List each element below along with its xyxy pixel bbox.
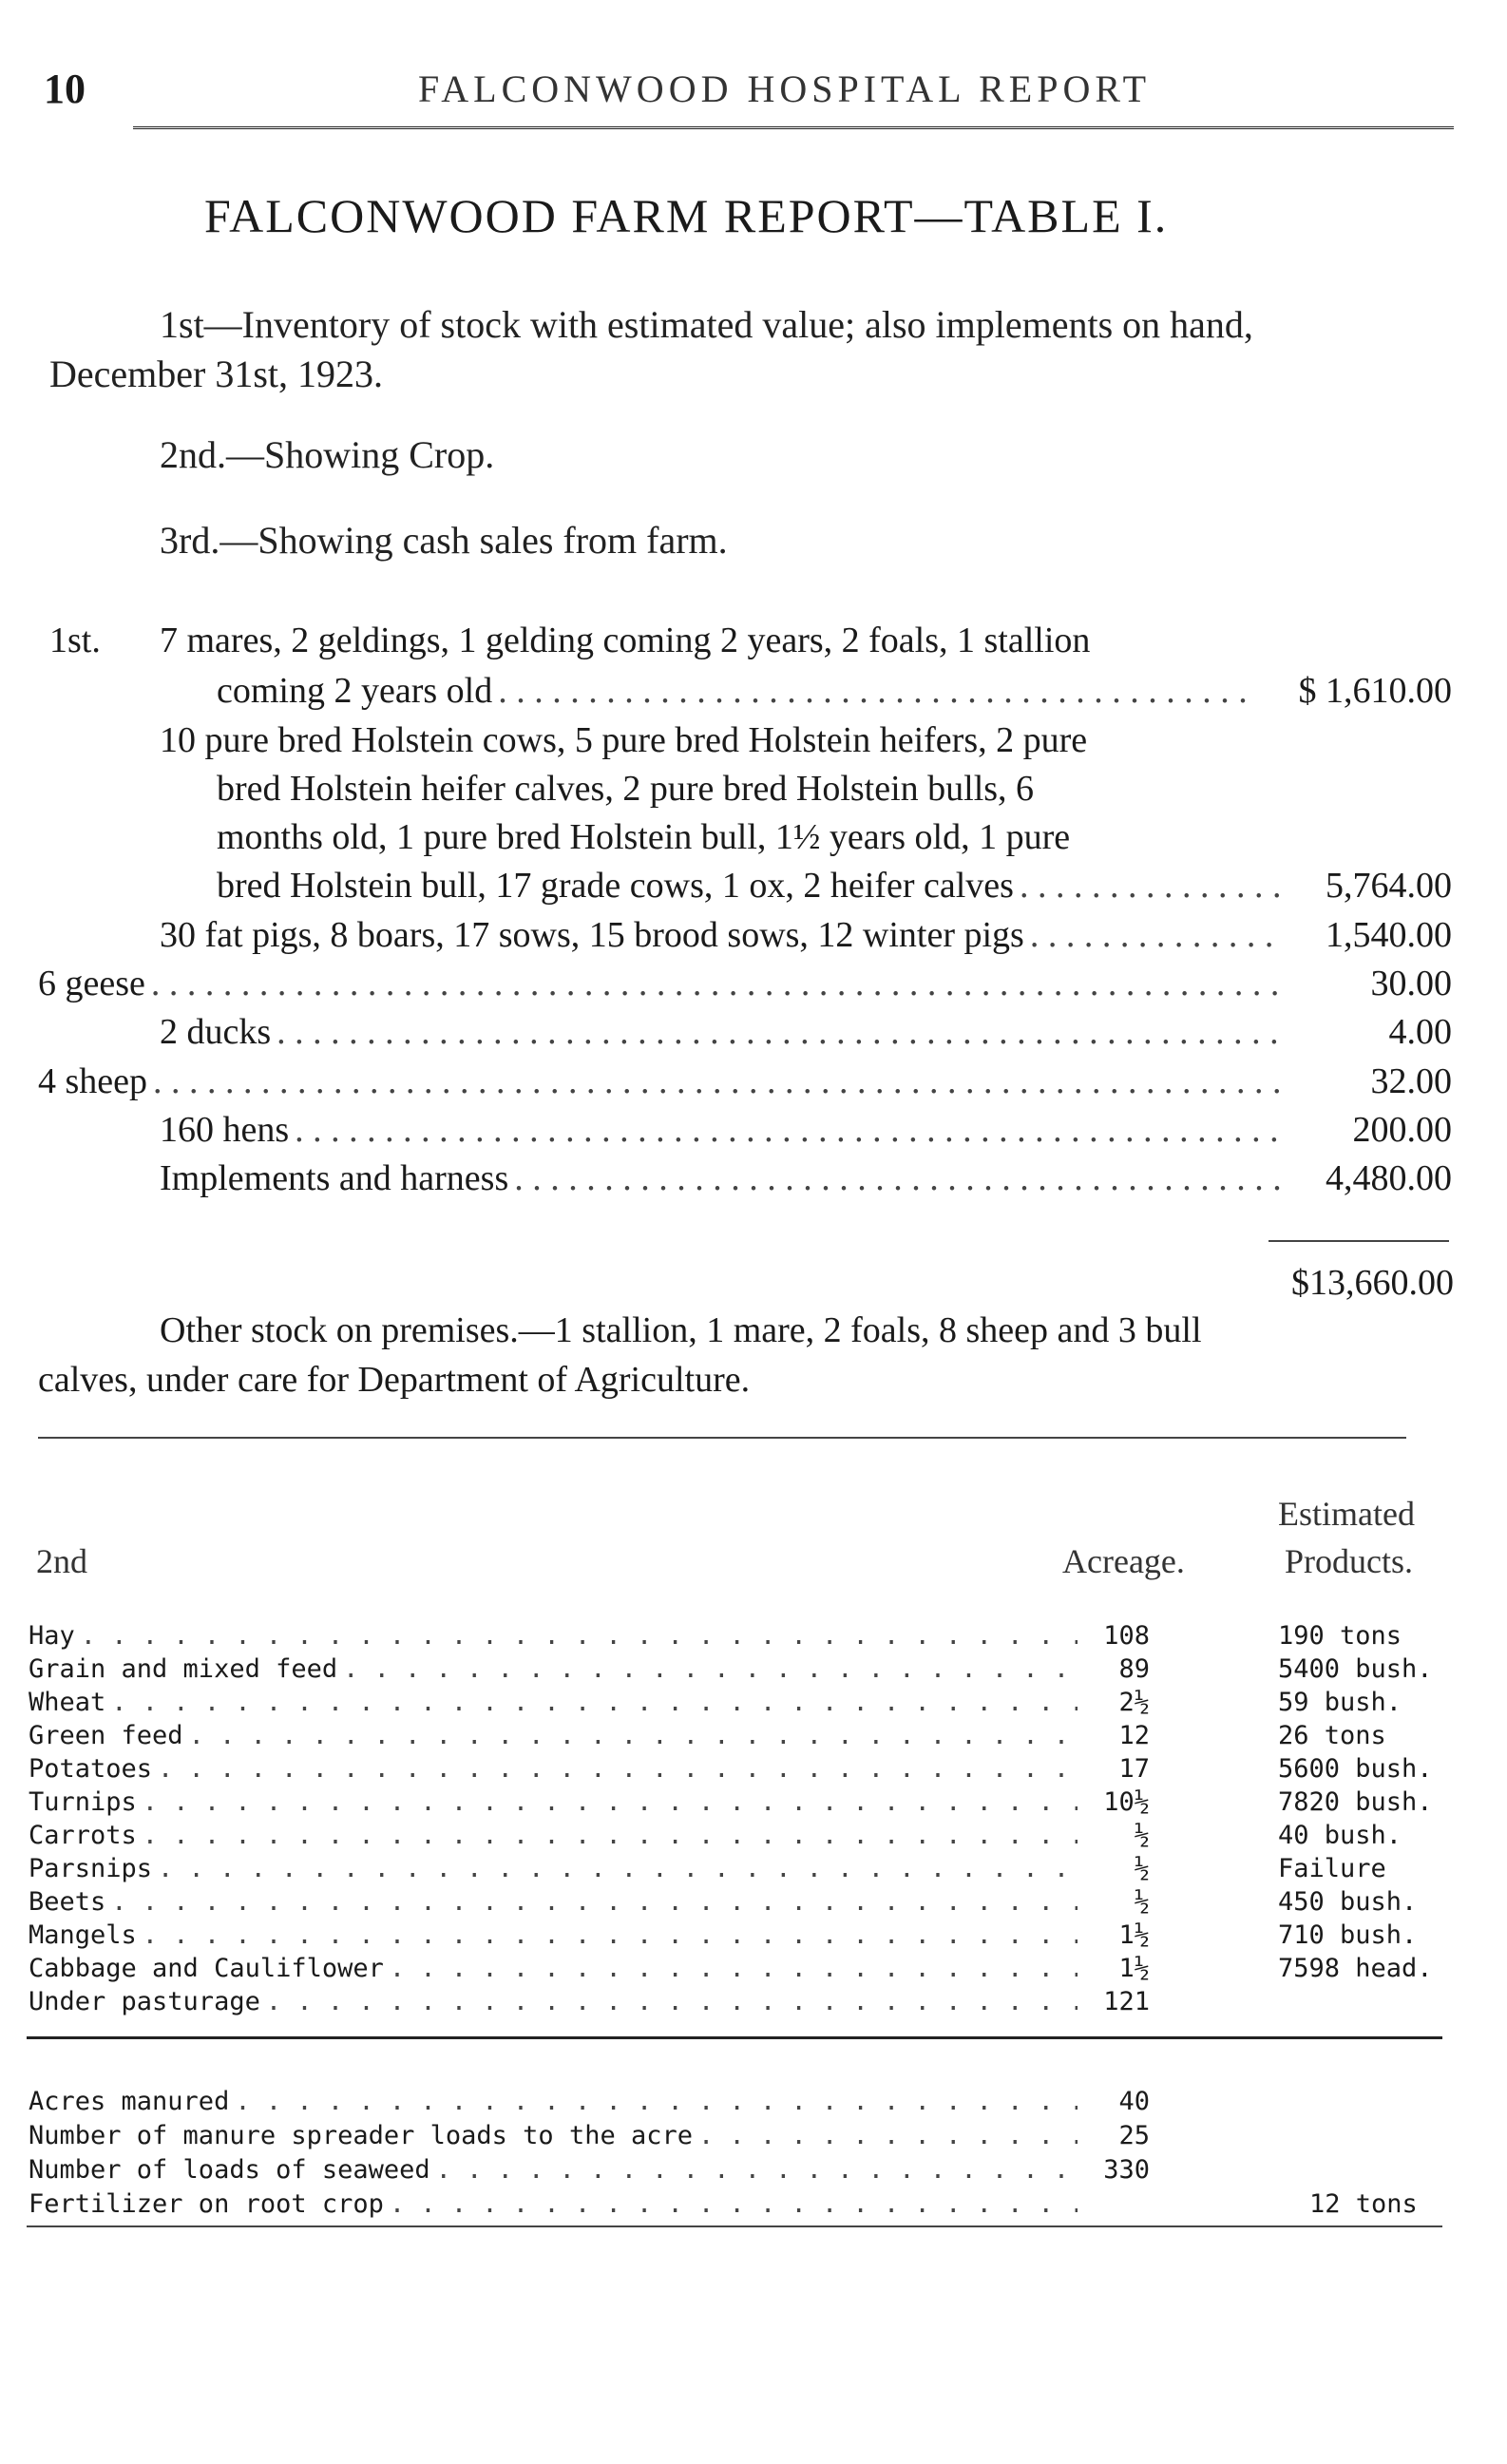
crop-acreage: ½ [1134, 1887, 1150, 1917]
inventory-sheep-row [38, 1060, 1452, 1102]
manure-value: 330 [1103, 2155, 1150, 2185]
crop-acreage: ½ [1134, 1821, 1150, 1850]
crop-product: 450 bush. [1278, 1887, 1418, 1917]
inventory-ducks-row [160, 1011, 1452, 1053]
crop-acreage: ½ [1134, 1854, 1150, 1883]
leader-dots [235, 2087, 1078, 2116]
inventory-cattle-line-a: 10 pure bred Holstein cows, 5 pure bred Holstein heifers, 2 pure [160, 720, 1088, 760]
inventory-pigs-amount: 1,540.00 [1326, 915, 1452, 955]
inventory-cattle-line-d: bred Holstein bull, 17 grade cows, 1 ox, 2 heifer calves [217, 866, 1014, 906]
leader-dots [143, 1920, 1078, 1950]
crop-name: Parsnips [29, 1854, 153, 1883]
crop-product: 5400 bush. [1278, 1654, 1433, 1684]
crop-name: Mangels [29, 1920, 137, 1950]
leader-dots [436, 2155, 1078, 2185]
inventory-ducks-amount: 4.00 [1388, 1012, 1452, 1052]
intro-first-line-a: 1st—Inventory of stock with estimated value; also implements on hand, [160, 303, 1253, 346]
crop-name: Grain and mixed feed [29, 1654, 338, 1684]
leader-dots [158, 1754, 1078, 1784]
leader-dots [1020, 865, 1285, 907]
inventory-geese-label: 6 geese [38, 964, 145, 1003]
leader-dots [698, 2121, 1078, 2150]
crop-product: 59 bush. [1278, 1688, 1402, 1717]
intro-first-line-b: December 31st, 1923. [49, 353, 384, 395]
crop-row [29, 1621, 1150, 1651]
crop-name: Hay [29, 1621, 75, 1651]
bottom-rule [27, 2225, 1442, 2227]
inventory-hens-label: 160 hens [160, 1110, 290, 1150]
inventory-implements-amount: 4,480.00 [1326, 1158, 1452, 1198]
inventory-cattle-line-c: months old, 1 pure bred Holstein bull, 1½ years old, 1 pure [217, 817, 1071, 857]
section-rule [38, 1437, 1406, 1439]
manure-row [29, 2155, 1150, 2185]
crop-product: 5600 bush. [1278, 1754, 1433, 1784]
leader-dots [143, 1821, 1078, 1850]
crop-acreage: 108 [1103, 1621, 1150, 1651]
intro-second: 2nd.—Showing Crop. [160, 433, 495, 476]
leader-dots [111, 1887, 1078, 1917]
running-title: FALCONWOOD HOSPITAL REPORT [418, 67, 1152, 110]
crop-name: Carrots [29, 1821, 137, 1850]
inventory-cattle-line-b: bred Holstein heifer calves, 2 pure bred Holstein bulls, 6 [217, 769, 1035, 809]
crop-row [29, 1721, 1150, 1750]
inventory-horses-line-a: 7 mares, 2 geldings, 1 gelding coming 2 years, 2 foals, 1 stallion [160, 621, 1091, 660]
crop-row [29, 1854, 1150, 1883]
manure-value: 40 [1118, 2087, 1150, 2116]
inventory-sheep-label: 4 sheep [38, 1061, 148, 1101]
leader-dots [343, 1654, 1078, 1684]
leader-dots [153, 1060, 1285, 1102]
page-title: FALCONWOOD FARM REPORT—TABLE I. [204, 189, 1169, 242]
total-rule [1269, 1240, 1449, 1242]
manure-label: Fertilizer on root crop [29, 2189, 384, 2219]
crop-acreage: 1½ [1118, 1920, 1150, 1950]
leader-dots [390, 1954, 1078, 1983]
crop-product: 7598 head. [1278, 1954, 1433, 1983]
crop-name: Potatoes [29, 1754, 153, 1784]
inventory-geese-amount: 30.00 [1370, 964, 1452, 1003]
inventory-cattle-row [217, 865, 1452, 907]
crop-name: Green feed [29, 1721, 183, 1750]
leader-dots [111, 1688, 1078, 1717]
crop-row [29, 1821, 1150, 1850]
crop-name: Beets [29, 1887, 106, 1917]
crop-row [29, 1688, 1150, 1717]
inventory-implements-row [160, 1157, 1452, 1199]
manure-label: Acres manured [29, 2087, 230, 2116]
crop-acreage: 2½ [1118, 1688, 1150, 1717]
inventory-sheep-amount: 32.00 [1370, 1061, 1452, 1101]
leader-dots [143, 1787, 1078, 1817]
crop-name: Under pasturage [29, 1987, 260, 2016]
crops-label: 2nd [36, 1542, 87, 1580]
leader-dots [81, 1621, 1078, 1651]
crop-product: 190 tons [1278, 1621, 1402, 1651]
inventory-horses-row [217, 670, 1452, 712]
crop-acreage: 89 [1118, 1654, 1150, 1684]
leader-dots [498, 670, 1256, 712]
inventory-pigs-label: 30 fat pigs, 8 boars, 17 sows, 15 brood sows, 12 winter pigs [160, 915, 1024, 955]
crop-name: Turnips [29, 1787, 137, 1817]
leader-dots [295, 1109, 1285, 1151]
inventory-cattle-amount: 5,764.00 [1326, 866, 1452, 906]
crop-name: Cabbage and Cauliflower [29, 1954, 384, 1983]
inventory-marker: 1st. [49, 621, 101, 660]
crop-acreage: 1½ [1118, 1954, 1150, 1983]
crop-acreage: 121 [1103, 1987, 1150, 2016]
inventory-hens-row [160, 1109, 1452, 1151]
crop-product: 710 bush. [1278, 1920, 1418, 1950]
leader-dots [151, 963, 1285, 1004]
crop-product: Failure [1278, 1854, 1386, 1883]
col-acreage: Acreage. [1062, 1542, 1185, 1580]
crop-row [29, 1954, 1150, 1983]
leader-dots [390, 2189, 1078, 2219]
other-stock-line-b: calves, under care for Department of Agriculture. [38, 1360, 751, 1400]
inventory-geese-row [38, 963, 1452, 1004]
leader-dots [266, 1987, 1078, 2016]
inventory-implements-label: Implements and harness [160, 1158, 509, 1198]
col-estimated-2: Products. [1285, 1542, 1413, 1580]
manure-row [29, 2121, 1150, 2150]
manure-value: 25 [1118, 2121, 1150, 2150]
page-number: 10 [44, 66, 86, 112]
leader-dots [514, 1157, 1285, 1199]
crop-row [29, 1787, 1150, 1817]
col-estimated-1: Estimated [1278, 1495, 1415, 1533]
leader-dots [277, 1011, 1285, 1053]
other-stock-line-a: Other stock on premises.—1 stallion, 1 mare, 2 foals, 8 sheep and 3 bull [160, 1310, 1202, 1350]
crop-table-rule [27, 2036, 1442, 2039]
crop-row [29, 1654, 1150, 1684]
inventory-horses-amount: $ 1,610.00 [1298, 671, 1452, 711]
crop-acreage: 17 [1118, 1754, 1150, 1784]
manure-row [29, 2189, 1150, 2219]
crop-row [29, 1987, 1150, 2016]
crop-product: 26 tons [1278, 1721, 1386, 1750]
intro-third: 3rd.—Showing cash sales from farm. [160, 519, 728, 562]
crop-row [29, 1920, 1150, 1950]
leader-dots [158, 1854, 1078, 1883]
inventory-hens-amount: 200.00 [1352, 1110, 1452, 1150]
inventory-total: $13,660.00 [1291, 1263, 1454, 1303]
leader-dots [1030, 914, 1285, 956]
inventory-ducks-label: 2 ducks [160, 1012, 272, 1052]
header-rule [133, 126, 1454, 131]
crop-row [29, 1887, 1150, 1917]
manure-extra: 12 tons [1309, 2189, 1418, 2219]
inventory-pigs-row [160, 914, 1452, 956]
crop-product: 40 bush. [1278, 1821, 1402, 1850]
crop-row [29, 1754, 1150, 1784]
leader-dots [189, 1721, 1078, 1750]
manure-row [29, 2087, 1150, 2116]
crop-name: Wheat [29, 1688, 106, 1717]
inventory-horses-line-b: coming 2 years old [217, 671, 493, 711]
manure-label: Number of manure spreader loads to the acre [29, 2121, 693, 2150]
crop-acreage: 12 [1118, 1721, 1150, 1750]
manure-label: Number of loads of seaweed [29, 2155, 430, 2185]
crop-product: 7820 bush. [1278, 1787, 1433, 1817]
crop-acreage: 10½ [1103, 1787, 1150, 1817]
